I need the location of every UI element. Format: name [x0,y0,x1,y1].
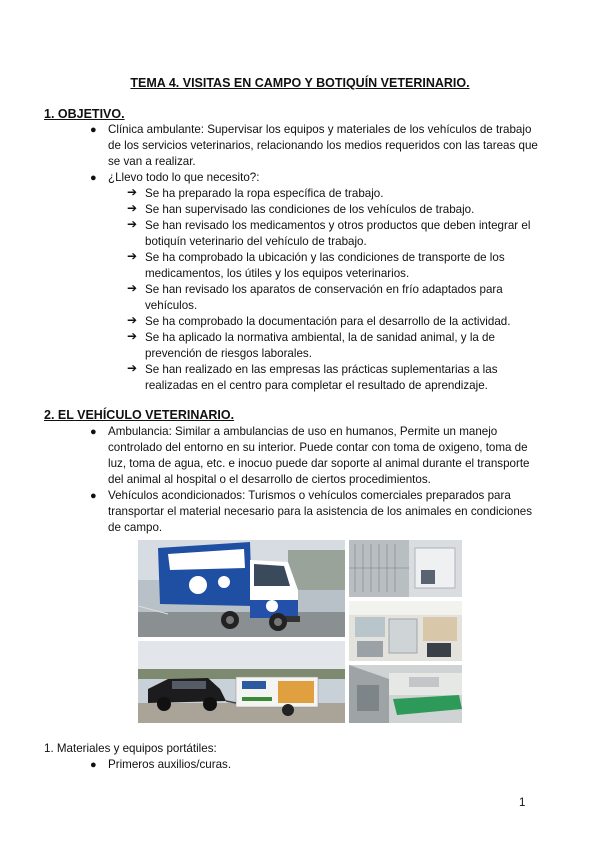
bullet-ambulancia: Ambulancia: Similar a ambulancias de uso en humanos, Permite un manejo controlado del entorno en su interior. Puede contar con toma de oxigeno, toma de luz, toma de agua, etc. e inocuo puede dar soporte al animal durante el transporte del animal al hospital o el desarrollo de ciertos procedimientos. [108,425,530,486]
arrow-icon: ➔ [127,185,138,199]
page-number: 1 [519,797,526,809]
bullet-primeros-auxilios: Primeros auxilios/curas. [108,758,232,771]
arrow-icon: ➔ [127,361,138,375]
check-item-documentacion: Se ha comprobado la documentación para el desarrollo de la actividad. [145,315,511,328]
bullet-vehiculos-acondicionados: Vehículos acondicionados: Turismos o vehículos comerciales preparados para transportar el material necesario para la asistencia de los animales en condiciones de campo. [108,489,533,534]
section-vehiculo-heading: 2. EL VEHÍCULO VETERINARIO. [44,408,235,422]
check-item-frio: Se han revisado los aparatos de conservación en frío adaptados para vehículos. [145,283,503,312]
check-item-vehiculos: Se han supervisado las condiciones de los vehículos de trabajo. [145,203,475,216]
section-objetivo-heading: 1. OBJETIVO. [44,107,125,121]
check-item-ropa: Se ha preparado la ropa específica de trabajo. [145,187,384,200]
bullet-llevo-todo: ¿Llevo todo lo que necesito?: [108,171,260,184]
check-item-ubicacion: Se ha comprobado la ubicación y las condiciones de transporte de los medicamentos, los útiles y los equipos veterinarios. [145,251,505,280]
bullet-icon: ● [90,124,97,136]
bullet-icon: ● [90,759,97,771]
check-item-medicamentos: Se han revisado los medicamentos y otros productos que deben integrar el botiquín veterinario del vehículo de trabajo. [145,219,531,248]
materiales-equipos-heading: 1. Materiales y equipos portátiles: [44,742,217,755]
check-item-normativa: Se ha aplicado la normativa ambiental, la de sanidad animal, y la de prevención de riesgos laborales. [145,331,495,360]
arrow-icon: ➔ [127,217,138,231]
arrow-icon: ➔ [127,201,138,215]
bullet-clinica-ambulante: Clínica ambulante: Supervisar los equipos y materiales de los vehículos de trabajo de los servicios veterinarios, relacionando los medios requeridos con las tareas que se van a realizar. [108,123,538,168]
car-trailer-photo [138,641,345,723]
interior-equipment-photo [349,601,462,661]
arrow-icon: ➔ [127,313,138,327]
interior-cages-photo [349,540,462,597]
arrow-icon: ➔ [127,281,138,295]
check-item-practicas: Se han realizado en las empresas las prácticas suplementarias a las realizadas en el centro para completar el resultado de aprendizaje. [145,363,498,392]
page-title: TEMA 4. VISITAS EN CAMPO Y BOTIQUÍN VETERINARIO. [130,76,470,90]
arrow-icon: ➔ [127,249,138,263]
bullet-icon: ● [90,426,97,438]
bullet-icon: ● [90,490,97,502]
interior-stretcher-photo [349,665,462,723]
bullet-icon: ● [90,172,97,184]
ambulance-truck-photo [138,540,345,637]
arrow-icon: ➔ [127,329,138,343]
